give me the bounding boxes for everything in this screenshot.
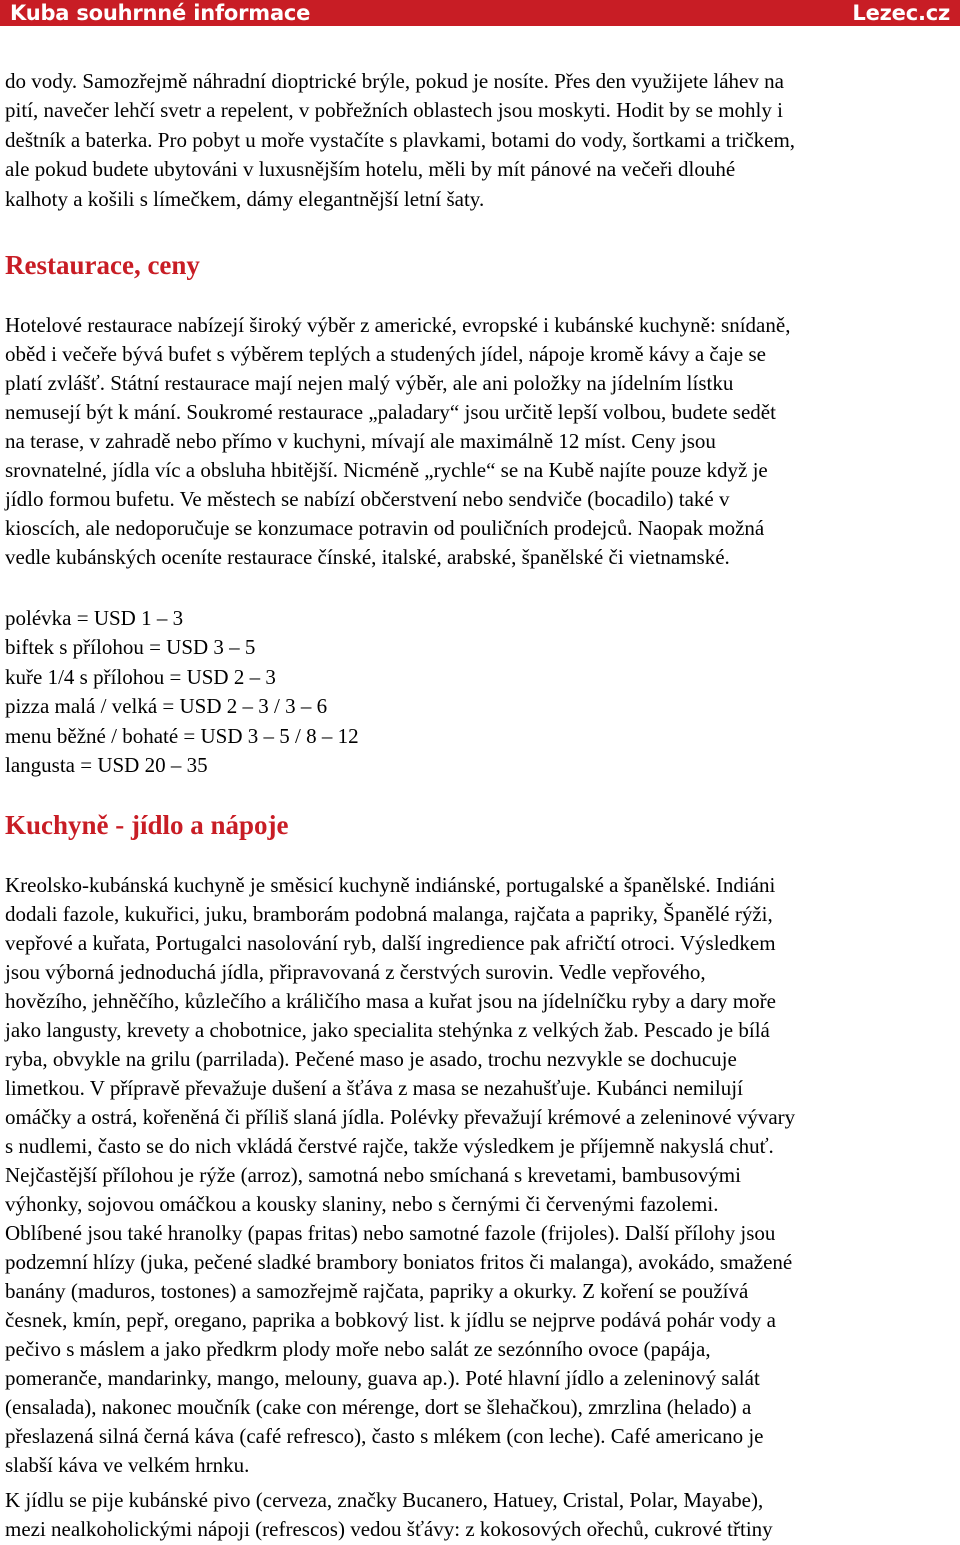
text-line: nemusejí být k mání. Soukromé restaurace „paladary“ jsou určitě lepší volbou, budete sedět	[5, 400, 776, 424]
text-line: kioscích, ale nedoporučuje se konzumace potravin od pouličních prodejců. Naopak možná	[5, 516, 765, 540]
text-line: do vody. Samozřejmě náhradní dioptrické brýle, pokud je nosíte. Přes den využijete láhev na	[5, 69, 784, 93]
text-line: jídlo formou bufetu. Ve městech se nabízí občerstvení nebo sendviče (bocadilo) také v	[5, 487, 730, 511]
text-line: přeslazená silná černá káva (café refresco), často s mlékem (con leche). Café americano je	[5, 1424, 764, 1448]
text-line: slabší káva ve velkém hrnku.	[5, 1453, 250, 1477]
header-bar	[0, 0, 960, 26]
paragraph-kuchyne	[5, 871, 795, 1480]
text-line: (ensalada), nakonec moučník (cake con mérenge, dort se šlehačkou), zmrzlina (helado) a	[5, 1395, 752, 1419]
text-line: s nudlemi, často se do nich vkládá čerstvé rajče, takže výsledkem je příjemně nakyslá chuť.	[5, 1134, 774, 1158]
price-item: biftek s přílohou = USD 3 – 5	[5, 635, 256, 660]
text-line: pití, navečer lehčí svetr a repelent, v pobřežních oblastech jsou moskyti. Hodit by se mohly i	[5, 98, 783, 123]
text-line: vepřové a kuřata, Portugalci nasolování ryb, další ingredience pak afričtí otroci. Výsledkem	[5, 931, 776, 955]
text-line: kalhoty a košili s límečkem, dámy elegantnější letní šaty.	[5, 186, 485, 211]
paragraph-intro	[5, 67, 795, 214]
price-item: menu běžné / bohaté = USD 3 – 5 / 8 – 12	[5, 723, 359, 748]
text-line: Kreolsko-kubánská kuchyně je směsicí kuchyně indiánské, portugalské a španělské. Indiáni	[5, 873, 776, 897]
text-line: banány (maduros, tostones) a samozřejmě rajčata, papriky a okurky. Z koření se používá	[5, 1279, 749, 1303]
text-line: mezi nealkoholickými nápoji (refrescos) vedou šťávy: z kokosových ořechů, cukrové třtiny	[5, 1517, 773, 1541]
text-line: vedle kubánských oceníte restaurace čínské, italské, arabské, španělské či vietnamské.	[5, 545, 730, 569]
text-line: K jídlu se pije kubánské pivo (cerveza, značky Bucanero, Hatuey, Cristal, Polar, Mayabe),	[5, 1488, 764, 1512]
text-line: Hotelové restaurace nabízejí široký výběr z americké, evropské i kubánské kuchyně: snídaně,	[5, 313, 791, 337]
text-line: jsou výborná jednoduchá jídla, připravovaná z čerstvých surovin. Vedle vepřového,	[5, 960, 706, 984]
text-line: výhonky, sojovou omáčkou a kousky slaniny, nebo s černými či červenými fazolemi.	[5, 1192, 719, 1216]
text-line: omáčky a ostrá, kořeněná či příliš slaná jídla. Polévky převažují krémové a zeleninové vývary	[5, 1105, 796, 1129]
text-line: pečivo s máslem a jako předkrm plody moře nebo salát ze sezónního ovoce (papája,	[5, 1337, 711, 1361]
price-item: pizza malá / velká = USD 2 – 3 / 3 – 6	[5, 694, 328, 719]
text-line: hovězího, jehněčího, kůzlečího a králičího masa a kuřat jsou na jídelníčku ryby a dary moře	[5, 989, 776, 1013]
text-line: jako langusty, krevety a chobotnice, jako specialita stehýnka z velkých žab. Pescado je bílá	[5, 1018, 770, 1042]
text-line: limetkou. V přípravě převažuje dušení a šťáva z masa se nezahušťuje. Kubánci nemilují	[5, 1076, 743, 1100]
text-line: pomeranče, mandarinky, mango, melouny, guava ap.). Poté hlavní jídlo a zeleninový salát	[5, 1366, 760, 1390]
text-line: deštník a baterka. Pro pobyt u moře vystačíte s plavkami, botami do vody, šortkami a tričkem,	[5, 127, 796, 152]
header-title: Kuba souhrnné informace	[10, 1, 311, 25]
price-item: kuře 1/4 s přílohou = USD 2 – 3	[5, 664, 276, 689]
text-line: na terase, v zahradě nebo přímo v kuchyni, mívají ale maximálně 12 míst. Ceny jsou	[5, 429, 716, 453]
text-line: platí zvlášť. Státní restaurace mají nejen malý výběr, ale ani položky na jídelním lístku	[5, 371, 734, 395]
text-line: srovnatelné, jídla víc a obsluha hbitější. Nicméně „rychle“ se na Kubě najíte pouze když je	[5, 458, 768, 482]
text-line: Oblíbené jsou také hranolky (papas fritas) nebo samotné fazole (frijoles). Další přílohy jsou	[5, 1221, 776, 1245]
text-line: ale pokud budete ubytováni v luxusnějším hotelu, měli by mít pánové na večeři dlouhé	[5, 157, 736, 182]
text-line: Nejčastější přílohou je rýže (arroz), samotná nebo smíchaná s krevetami, bambusovými	[5, 1163, 741, 1187]
header-site: Lezec.cz	[852, 1, 950, 25]
heading-restaurace: Restaurace, ceny	[5, 250, 200, 280]
paragraph-restaurace	[5, 311, 790, 572]
text-line: oběd i večeře bývá bufet s výběrem teplých a studených jídel, nápoje kromě kávy a čaje se	[5, 342, 766, 366]
text-line: česnek, kmín, pepř, oregano, paprika a bobkový list. k jídlu se nejprve podává pohár vody a	[5, 1308, 776, 1332]
text-line: dodali fazole, kukuřici, juku, bramborám podobná malanga, rajčata a papriky, Španělé rýži,	[5, 902, 773, 926]
heading-kuchyne: Kuchyně - jídlo a nápoje	[5, 810, 289, 840]
text-line: podzemní hlízy (juka, pečené sladké brambory boniatos fritos či malanga), avokádo, smažené	[5, 1250, 793, 1274]
paragraph-piti	[5, 1486, 773, 1544]
price-item: langusta = USD 20 – 35	[5, 753, 208, 778]
price-list	[5, 604, 359, 780]
price-item: polévka = USD 1 – 3	[5, 606, 184, 630]
text-line: ryba, obvykle na grilu (parrilada). Pečené maso je asado, trochu nezvykle se dochucuje	[5, 1047, 737, 1071]
